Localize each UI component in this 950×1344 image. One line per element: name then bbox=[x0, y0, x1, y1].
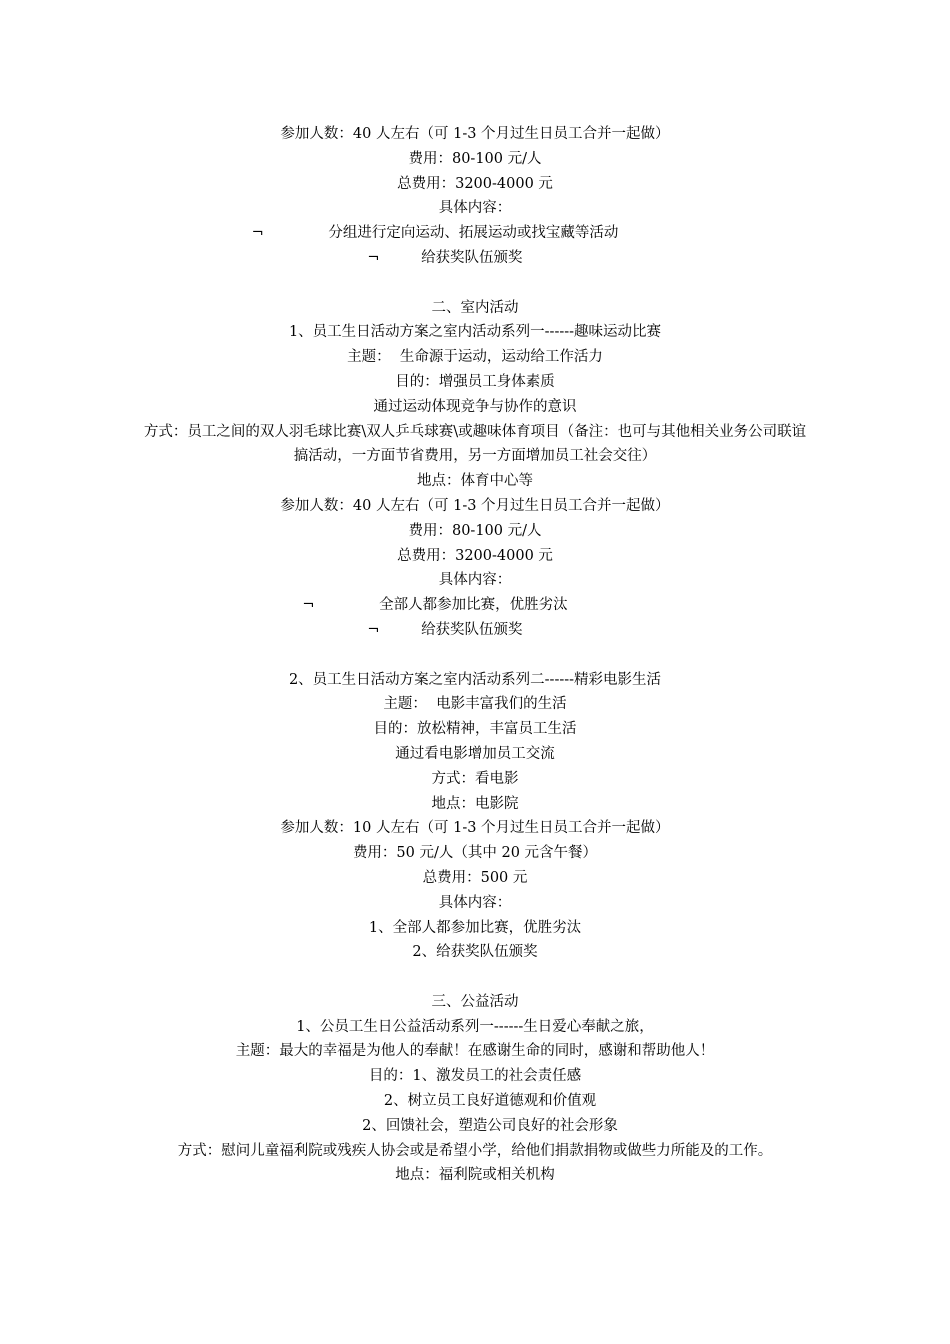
cost-line: 费用：50 元/人（其中 20 元含午餐） bbox=[352, 845, 598, 862]
method-paragraph: 方式：员工之间的双人羽毛球比赛\双人乒乓球赛\或趣味体育项目（备注：也可与其他相关业务公司联谊搞活动，一方面节省费用，另一方面增加员工社会交往） bbox=[143, 423, 807, 465]
method-paragraph: 方式：慰问儿童福利院或残疾人协会或是希望小学，给他们捐款捐物或做些力所能及的工作。 bbox=[177, 1142, 773, 1159]
bullet-text: 给获奖队伍颁奖 bbox=[421, 249, 523, 266]
participants-line: 参加人数：40 人左右（可 1-3 个月过生日员工合并一起做） bbox=[280, 497, 670, 514]
purpose-line: 目的：增强员工身体素质 bbox=[395, 373, 555, 390]
content-item: 1、全部人都参加比赛，优胜劣汰 bbox=[368, 919, 582, 936]
bullet-text: 分组进行定向运动、拓展运动或找宝藏等活动 bbox=[328, 225, 619, 242]
series-title: 1、公员工生日公益活动系列一------生日爱心奉献之旅， bbox=[296, 1018, 654, 1035]
total-cost-line: 总费用：3200-4000 元 bbox=[397, 175, 553, 192]
content-label: 具体内容： bbox=[438, 894, 512, 911]
bullet-item bbox=[60, 593, 810, 618]
purpose-line-2: 通过运动体现竞争与协作的意识 bbox=[373, 398, 577, 415]
participants-line: 参加人数：10 人左右（可 1-3 个月过生日员工合并一起做） bbox=[280, 820, 670, 837]
bullet-item bbox=[80, 618, 810, 643]
total-cost-line: 总费用：500 元 bbox=[422, 869, 528, 886]
location-line: 地点：体育中心等 bbox=[417, 473, 533, 490]
bullet-text: 给获奖队伍颁奖 bbox=[421, 621, 523, 638]
section-heading: 二、室内活动 bbox=[431, 299, 519, 316]
method-line: 方式：看电影 bbox=[431, 770, 519, 787]
bullet-item bbox=[80, 246, 810, 271]
purpose-line-2: 通过看电影增加员工交流 bbox=[395, 745, 555, 762]
purpose-line: 目的：1、激发员工的社会责任感 bbox=[368, 1068, 582, 1085]
purpose-line-2: 2、树立员工良好道德观和价值观 bbox=[383, 1093, 597, 1110]
total-cost-line: 总费用：3200-4000 元 bbox=[397, 547, 553, 564]
cost-line: 费用：80-100 元/人 bbox=[408, 150, 542, 167]
bullet-mark: ¬ bbox=[302, 597, 315, 614]
bullet-text: 全部人都参加比赛，优胜劣汰 bbox=[379, 597, 568, 614]
content-item: 2、给获奖队伍颁奖 bbox=[412, 944, 538, 961]
theme-line: 主题：最大的幸福是为他人的奉献！在感谢生命的同时，感谢和帮助他人！ bbox=[235, 1043, 715, 1060]
location-line: 地点：福利院或相关机构 bbox=[395, 1167, 555, 1184]
theme-line: 主题： 生命源于运动，运动给工作活力 bbox=[347, 349, 603, 366]
bullet-mark: ¬ bbox=[367, 621, 380, 638]
bullet-mark: ¬ bbox=[251, 225, 264, 242]
section-heading: 三、公益活动 bbox=[431, 993, 519, 1010]
bullet-mark: ¬ bbox=[367, 249, 380, 266]
participants-line: 参加人数：40 人左右（可 1-3 个月过生日员工合并一起做） bbox=[280, 126, 670, 142]
bullet-item bbox=[60, 221, 810, 246]
content-label: 具体内容： bbox=[438, 200, 512, 217]
purpose-line-3: 2、回馈社会，塑造公司良好的社会形象 bbox=[362, 1117, 618, 1134]
content-label: 具体内容： bbox=[438, 572, 512, 589]
purpose-line: 目的：放松精神，丰富员工生活 bbox=[373, 721, 577, 738]
cost-line: 费用：80-100 元/人 bbox=[408, 522, 542, 539]
series-title: 1、员工生日活动方案之室内活动系列一------趣味运动比赛 bbox=[288, 324, 662, 341]
theme-line: 主题： 电影丰富我们的生活 bbox=[383, 696, 567, 713]
location-line: 地点：电影院 bbox=[431, 795, 519, 812]
document-page bbox=[140, 122, 810, 1188]
series-title: 2、员工生日活动方案之室内活动系列二------精彩电影生活 bbox=[288, 671, 662, 688]
